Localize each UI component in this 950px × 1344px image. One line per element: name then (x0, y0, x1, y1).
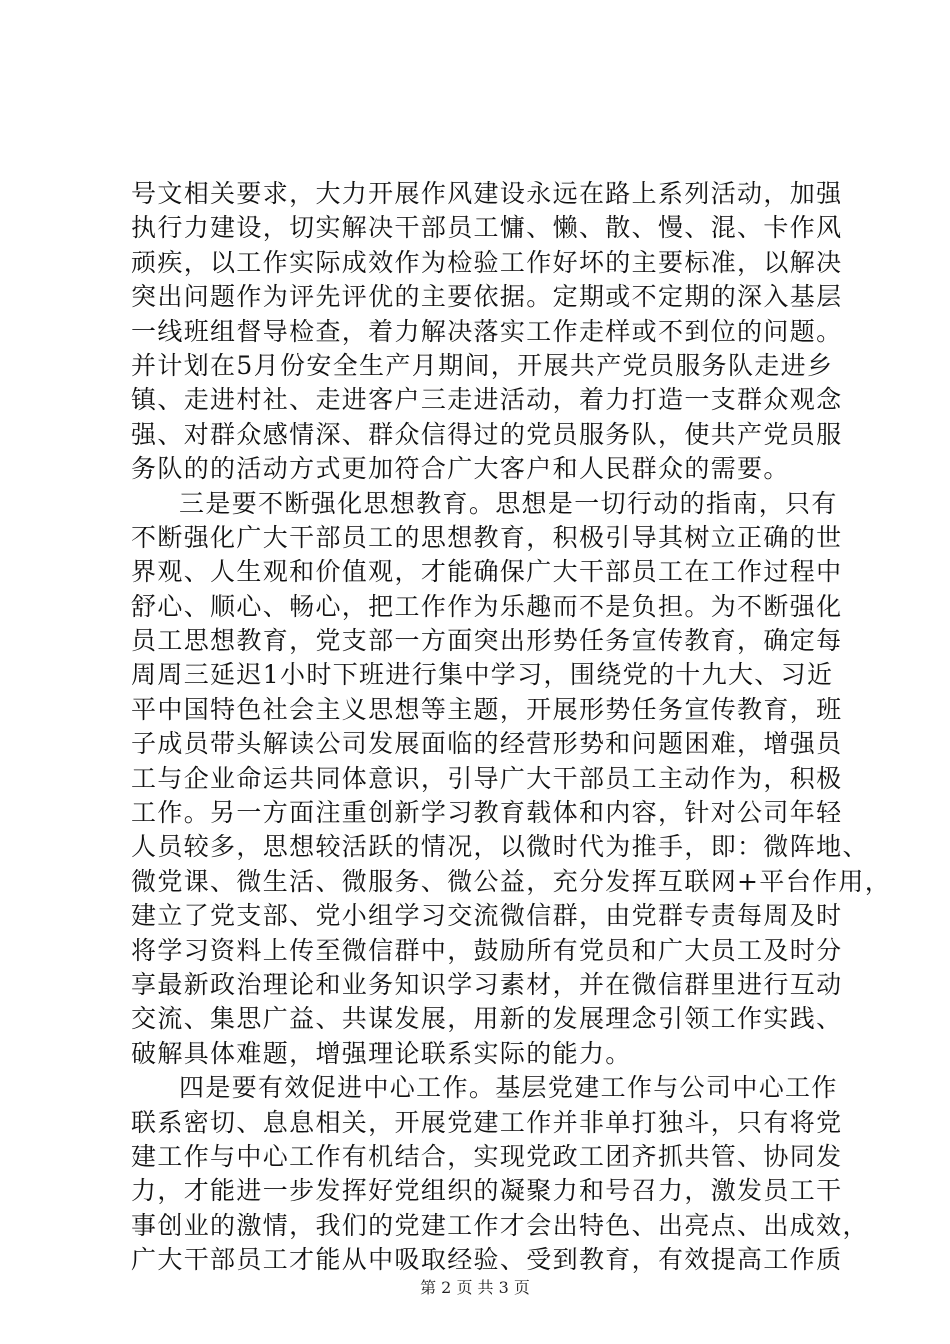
text-line: 强、对群众感情深、群众信得过的党员服务队，使共产党员服 (131, 419, 843, 449)
text-line: 镇、走进村社、走进客户三走进活动，着力打造一支群众观念 (131, 385, 843, 415)
text-line: 突出问题作为评先评优的主要依据。定期或不定期的深入基层 (131, 282, 843, 312)
text-line: 子成员带头解读公司发展面临的经营形势和问题困难，增强员 (131, 729, 843, 759)
text-line: 四是要有效促进中心工作。基层党建工作与公司中心工作 (179, 1073, 838, 1103)
text-line: 顽疾，以工作实际成效作为检验工作好坏的主要标准，以解决 (131, 247, 843, 277)
text-line: 广大干部员工才能从中吸取经验、受到教育，有效提高工作质 (131, 1245, 843, 1275)
text-line: 务队的的活动方式更加符合广大客户和人民群众的需要。 (131, 454, 790, 484)
text-line: 平中国特色社会主义思想等主题，开展形势任务宣传教育，班 (131, 694, 843, 724)
text-line: 将学习资料上传至微信群中，鼓励所有党员和广大员工及时分 (131, 935, 843, 965)
text-line: 微党课、微生活、微服务、微公益，充分发挥互联网+平台作用， (131, 866, 892, 896)
text-line: 力，才能进一步发挥好党组织的凝聚力和号召力，激发员工干 (131, 1176, 843, 1206)
text-line: 联系密切、息息相关，开展党建工作并非单打独斗，只有将党 (131, 1107, 843, 1137)
text-line: 不断强化广大干部员工的思想教育，积极引导其树立正确的世 (131, 522, 843, 552)
text-line: 事创业的激情，我们的党建工作才会出特色、出亮点、出成效， (131, 1210, 869, 1240)
text-line: 三是要不断强化思想教育。思想是一切行动的指南，只有 (179, 488, 838, 518)
body-text (131, 177, 892, 1278)
text-line: 执行力建设，切实解决干部员工慵、懒、散、慢、混、卡作风 (131, 213, 843, 243)
text-line: 建立了党支部、党小组学习交流微信群，由党群专责每周及时 (131, 901, 843, 931)
text-line: 界观、人生观和价值观，才能确保广大干部员工在工作过程中 (131, 557, 843, 587)
text-line: 并计划在5月份安全生产月期间，开展共产党员服务队走进乡 (131, 350, 834, 380)
text-line: 人员较多，思想较活跃的情况，以微时代为推手，即：微阵地、 (131, 832, 869, 862)
text-line: 建工作与中心工作有机结合，实现党政工团齐抓共管、协同发 (131, 1141, 843, 1171)
text-line: 周周三延迟1小时下班进行集中学习，围绕党的十九大、习近 (131, 660, 834, 690)
text-line: 舒心、顺心、畅心，把工作作为乐趣而不是负担。为不断强化 (131, 591, 843, 621)
page-number-footer: 第 2 页 共 3 页 (420, 1278, 530, 1297)
text-line: 工作。另一方面注重创新学习教育载体和内容，针对公司年轻 (131, 798, 843, 828)
text-line: 享最新政治理论和业务知识学习素材，并在微信群里进行互动 (131, 969, 843, 999)
text-line: 交流、集思广益、共谋发展，用新的发展理念引领工作实践、 (131, 1004, 843, 1034)
text-line: 一线班组督导检查，着力解决落实工作走样或不到位的问题。 (131, 316, 843, 346)
text-line: 号文相关要求，大力开展作风建设永远在路上系列活动，加强 (131, 179, 843, 208)
text-line: 工与企业命运共同体意识，引导广大干部员工主动作为，积极 (131, 763, 843, 793)
text-line: 员工思想教育，党支部一方面突出形势任务宣传教育，确定每 (131, 626, 843, 656)
text-line: 破解具体难题，增强理论联系实际的能力。 (131, 1038, 632, 1068)
